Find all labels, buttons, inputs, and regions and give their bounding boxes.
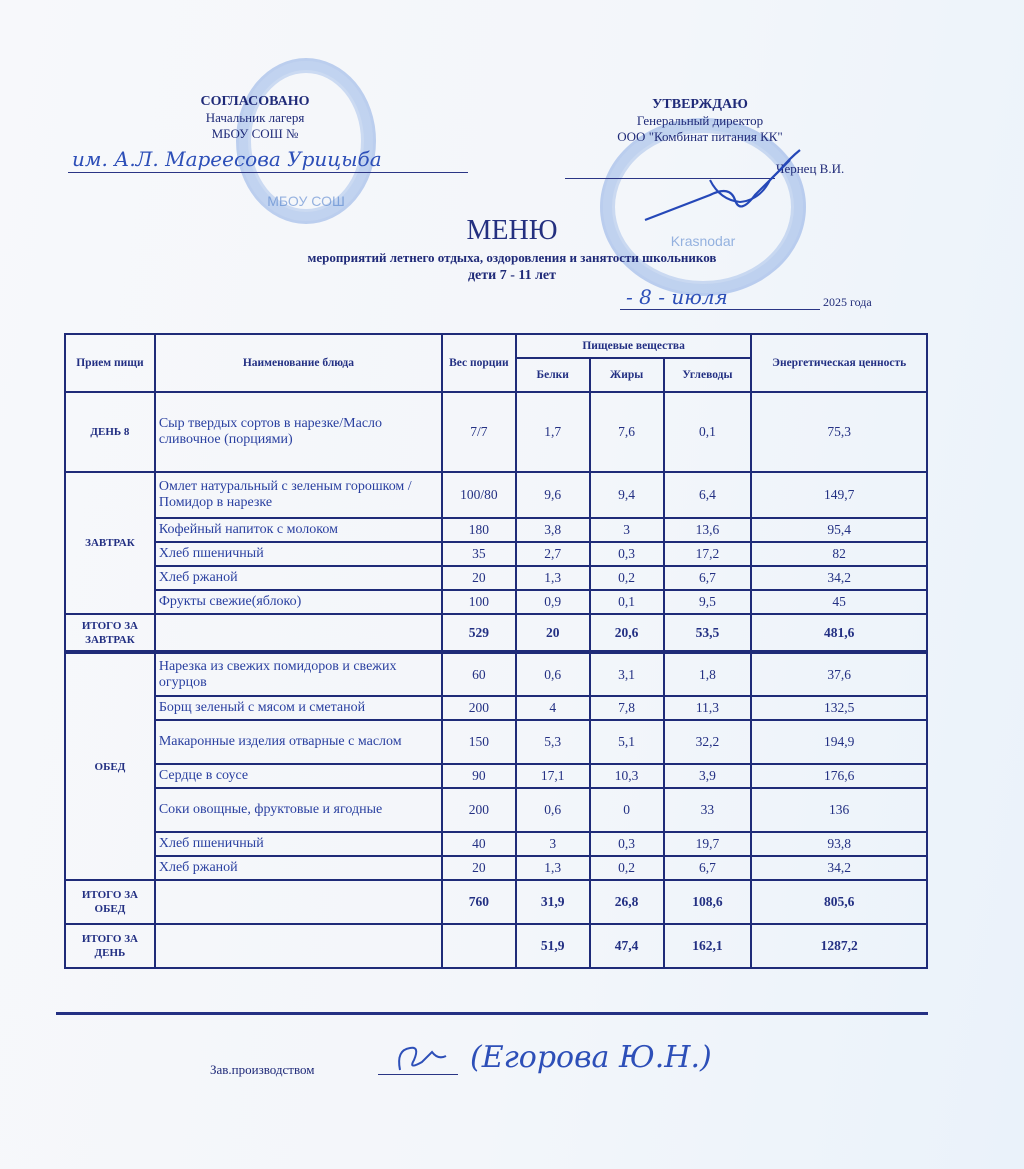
- date-year: 2025 года: [823, 295, 872, 309]
- table-row: [65, 542, 927, 566]
- dish-fat: 0: [590, 788, 664, 832]
- menu-table: [64, 333, 928, 969]
- total-protein: 51,9: [516, 924, 590, 968]
- table-row-day: [65, 392, 927, 472]
- dish-fat: 5,1: [590, 720, 664, 764]
- header-nutrients: Пищевые вещества: [516, 334, 752, 358]
- meal-day-label: ДЕНЬ 8: [65, 392, 155, 472]
- dish-carbs: 6,7: [664, 566, 752, 590]
- dish-weight: 20: [442, 856, 516, 880]
- table-row: [65, 590, 927, 614]
- dish-carbs: 6,7: [664, 856, 752, 880]
- total-energy: 481,6: [751, 614, 927, 652]
- table-row: [65, 832, 927, 856]
- table-row: [65, 518, 927, 542]
- header-weight: Вес порции: [442, 334, 516, 392]
- footer-handwritten-name: (Егорова Ю.Н.): [470, 1040, 712, 1075]
- dish-name: Кофейный напиток с молоком: [155, 518, 442, 542]
- dish-energy: 176,6: [751, 764, 927, 788]
- total-protein: 31,9: [516, 880, 590, 924]
- day-total-label: ИТОГО ЗА ДЕНЬ: [65, 924, 155, 968]
- dish-carbs: 17,2: [664, 542, 752, 566]
- dish-name: Хлеб пшеничный: [155, 832, 442, 856]
- approval-right: [585, 97, 815, 145]
- dish-carbs: 32,2: [664, 720, 752, 764]
- dish-carbs: 3,9: [664, 764, 752, 788]
- dish-weight: 200: [442, 696, 516, 720]
- dish-protein: 3,8: [516, 518, 590, 542]
- dish-name: Сердце в соусе: [155, 764, 442, 788]
- dish-weight: 200: [442, 788, 516, 832]
- dish-protein: 1,7: [516, 392, 590, 472]
- total-energy: 805,6: [751, 880, 927, 924]
- total-carbs: 53,5: [664, 614, 752, 652]
- approval-right-signer: Чернец В.И.: [776, 161, 845, 176]
- dish-weight: 150: [442, 720, 516, 764]
- total-fat: 20,6: [590, 614, 664, 652]
- dish-energy: 136: [751, 788, 927, 832]
- dish-weight: 100/80: [442, 472, 516, 518]
- dish-weight: 90: [442, 764, 516, 788]
- table-row-day-total: [65, 924, 927, 968]
- dish-protein: 4: [516, 696, 590, 720]
- dish-weight: 35: [442, 542, 516, 566]
- total-energy: 1287,2: [751, 924, 927, 968]
- breakfast-total-label: ИТОГО ЗА ЗАВТРАК: [65, 614, 155, 652]
- approval-left-signature: им. А.Л. Мареесова Урицыба: [72, 147, 382, 171]
- dish-protein: 0,6: [516, 652, 590, 696]
- dish-energy: 194,9: [751, 720, 927, 764]
- dish-carbs: 9,5: [664, 590, 752, 614]
- dish-protein: 9,6: [516, 472, 590, 518]
- table-bottom-rule: [56, 1012, 928, 1015]
- table-row: [65, 472, 927, 518]
- dish-energy: 132,5: [751, 696, 927, 720]
- table-row: [65, 856, 927, 880]
- dish-fat: 0,3: [590, 832, 664, 856]
- header-fat: Жиры: [590, 358, 664, 392]
- right-stamp-text: Krasnodar: [670, 233, 736, 249]
- approval-right-org: ООО "Комбинат питания КК": [617, 129, 783, 144]
- dish-carbs: 1,8: [664, 652, 752, 696]
- dish-energy: 149,7: [751, 472, 927, 518]
- dish-carbs: 13,6: [664, 518, 752, 542]
- dish-fat: 7,8: [590, 696, 664, 720]
- empty-cell: [155, 924, 442, 968]
- dish-weight: 20: [442, 566, 516, 590]
- dish-protein: 0,9: [516, 590, 590, 614]
- dish-weight: 40: [442, 832, 516, 856]
- approval-right-position: Генеральный директор: [636, 113, 764, 128]
- dish-protein: 5,3: [516, 720, 590, 764]
- dish-energy: 37,6: [751, 652, 927, 696]
- dish-energy: 45: [751, 590, 927, 614]
- dish-name: Макаронные изделия отварные с маслом: [155, 720, 442, 764]
- approval-left-signature-line: [68, 172, 468, 173]
- dish-name: Соки овощные, фруктовые и ягодные: [155, 788, 442, 832]
- approval-left-org: МБОУ СОШ №: [211, 126, 299, 141]
- total-weight: 529: [442, 614, 516, 652]
- total-protein: 20: [516, 614, 590, 652]
- dish-name: Хлеб пшеничный: [155, 542, 442, 566]
- header-carbs: Углеводы: [664, 358, 752, 392]
- dish-energy: 93,8: [751, 832, 927, 856]
- dish-protein: 0,6: [516, 788, 590, 832]
- footer-signature-scribble: [392, 1040, 452, 1076]
- table-row: [65, 720, 927, 764]
- dish-name: Фрукты свежие(яблоко): [155, 590, 442, 614]
- meal-breakfast-label: ЗАВТРАК: [65, 472, 155, 614]
- dish-weight: 7/7: [442, 392, 516, 472]
- empty-cell: [155, 880, 442, 924]
- dish-protein: 2,7: [516, 542, 590, 566]
- approval-left-heading: СОГЛАСОВАНО: [200, 94, 310, 109]
- dish-name: Хлеб ржаной: [155, 566, 442, 590]
- dish-fat: 3,1: [590, 652, 664, 696]
- header-dish: Наименование блюда: [155, 334, 442, 392]
- dish-fat: 0,1: [590, 590, 664, 614]
- total-carbs: 162,1: [664, 924, 752, 968]
- dish-protein: 17,1: [516, 764, 590, 788]
- page-title: МЕНЮ: [466, 215, 558, 246]
- total-fat: 47,4: [590, 924, 664, 968]
- dish-fat: 7,6: [590, 392, 664, 472]
- header-protein: Белки: [516, 358, 590, 392]
- footer-label: Зав.производством: [210, 1062, 315, 1077]
- dish-protein: 1,3: [516, 566, 590, 590]
- dish-name: Хлеб ржаной: [155, 856, 442, 880]
- dish-energy: 34,2: [751, 566, 927, 590]
- dish-protein: 1,3: [516, 856, 590, 880]
- total-weight: 760: [442, 880, 516, 924]
- empty-cell: [155, 614, 442, 652]
- dish-energy: 34,2: [751, 856, 927, 880]
- table-row-breakfast-total: [65, 614, 927, 652]
- date-handwritten: - 8 - июля: [626, 285, 728, 309]
- meal-lunch-label: ОБЕД: [65, 652, 155, 880]
- dish-fat: 0,2: [590, 566, 664, 590]
- dish-fat: 0,3: [590, 542, 664, 566]
- dish-carbs: 19,7: [664, 832, 752, 856]
- dish-protein: 3: [516, 832, 590, 856]
- dish-name: Борщ зеленый с мясом и сметаной: [155, 696, 442, 720]
- approval-left: [180, 94, 330, 142]
- age-group: дети 7 - 11 лет: [467, 268, 557, 283]
- table-row: [65, 788, 927, 832]
- approval-right-heading: УТВЕРЖДАЮ: [652, 97, 748, 112]
- left-stamp-text: МБОУ СОШ: [267, 193, 345, 209]
- dish-weight: 60: [442, 652, 516, 696]
- dish-energy: 95,4: [751, 518, 927, 542]
- date-field: [620, 285, 820, 310]
- dish-name: Омлет натуральный с зеленым горошком /Помидор в нарезке: [155, 472, 442, 518]
- total-weight: [442, 924, 516, 968]
- document-subtitle: мероприятий летнего отдыха, оздоровления и занятости школьников: [307, 250, 717, 265]
- header-meal: Прием пищи: [65, 334, 155, 392]
- dish-carbs: 0,1: [664, 392, 752, 472]
- table-row: [65, 566, 927, 590]
- dish-weight: 180: [442, 518, 516, 542]
- dish-energy: 75,3: [751, 392, 927, 472]
- header-energy: Энергетическая ценность: [751, 334, 927, 392]
- dish-name: Сыр твердых сортов в нарезке/Масло сливочное (порциями): [155, 392, 442, 472]
- table-row: [65, 652, 927, 696]
- dish-fat: 0,2: [590, 856, 664, 880]
- table-row-lunch-total: [65, 880, 927, 924]
- approval-left-position: Начальник лагеря: [205, 110, 305, 125]
- lunch-total-label: ИТОГО ЗА ОБЕД: [65, 880, 155, 924]
- dish-carbs: 11,3: [664, 696, 752, 720]
- dish-name: Нарезка из свежих помидоров и свежих огурцов: [155, 652, 442, 696]
- dish-carbs: 6,4: [664, 472, 752, 518]
- total-carbs: 108,6: [664, 880, 752, 924]
- total-fat: 26,8: [590, 880, 664, 924]
- dish-fat: 9,4: [590, 472, 664, 518]
- table-row: [65, 764, 927, 788]
- table-row: [65, 696, 927, 720]
- dish-fat: 3: [590, 518, 664, 542]
- dish-carbs: 33: [664, 788, 752, 832]
- dish-energy: 82: [751, 542, 927, 566]
- dish-fat: 10,3: [590, 764, 664, 788]
- dish-weight: 100: [442, 590, 516, 614]
